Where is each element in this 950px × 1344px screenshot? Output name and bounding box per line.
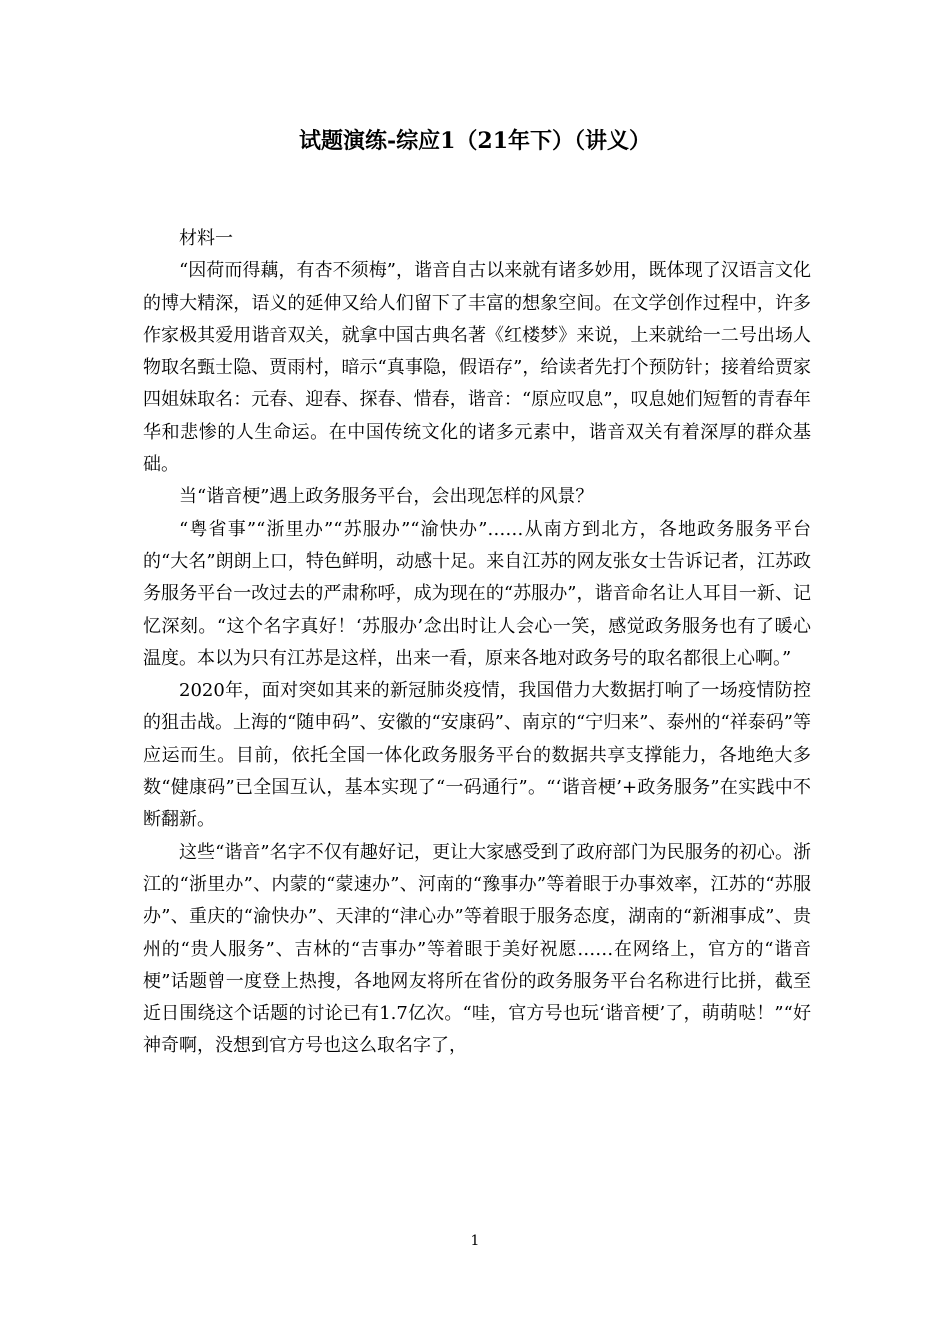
section-heading: 材料一 xyxy=(179,228,233,249)
paragraph: 当“谐音梗”遇上政务服务平台，会出现怎样的风景？ xyxy=(179,486,594,508)
paragraph: 2020年，面对突如其来的新冠肺炎疫情，我国借力大数据打响了一场疫情防控的狙击战。上海的“随申码”、安徽的“安康码”、南京的“宁归来”、泰州的“祥泰码”等应运而生。目前，依托全国一体化政务服务平台的数据共享支撑能力，各地绝大多数“健康码”已全国互认，基本实现了“一码通行”。“‘谐音梗’+政务服务”在实践中不断翻新。 xyxy=(143,680,811,831)
paragraph: 这些“谐音”名字不仅有趣好记，更让大家感受到了政府部门为民服务的初心。浙江的“浙里办”、内蒙的“蒙速办”、河南的“豫事办”等着眼于办事效率，江苏的“苏服办”、重庆的“渝快办”、天津的“津心办”等着眼于服务态度，湖南的“新湘事成”、贵州的“贵人服务”、吉林的“吉事办”等着眼于美好祝愿……在网络上，官方的“谐音梗”话题曾一度登上热搜，各地网友将所在省份的政务服务平台名称进行比拼，截至近日围绕这个话题的讨论已有1.7亿次。“哇，官方号也玩‘谐音梗’了，萌萌哒！”“好神奇啊，没想到官方号也这么取名字了， xyxy=(143,841,811,1057)
document-title: 试题演练-综应1（21年下）（讲义） xyxy=(298,128,652,154)
paragraph: “粤省事”“浙里办”“苏服办”“渝快办”……从南方到北方，各地政务服务平台的“大名”朗朗上口，特色鲜明，动感十足。来自江苏的网友张女士告诉记者，江苏政务服务平台一改过去的严肃称呼，成为现在的“苏服办”，谐音命名让人耳目一新、记忆深刻。“这个名字真好！‘苏服办’念出时让人会心一笑，感觉政务服务也有了暖心温度。本以为只有江苏是这样，出来一看，原来各地对政务号的取名都很上心啊。” xyxy=(143,518,811,669)
paragraph: “因荷而得藕，有杏不须梅”，谐音自古以来就有诸多妙用，既体现了汉语言文化的博大精深，语义的延伸又给人们留下了丰富的想象空间。在文学创作过程中，许多作家极其爱用谐音双关，就拿中国古典名著《红楼梦》来说，上来就给一二号出场人物取名甄士隐、贾雨村，暗示“真事隐，假语存”，给读者先打个预防针；接着给贾家四姐妹取名：元春、迎春、探春、惜春，谐音：“原应叹息”，叹息她们短暂的青春年华和悲惨的人生命运。在中国传统文化的诸多元素中，谐音双关有着深厚的群众基础。 xyxy=(143,260,811,476)
document-body xyxy=(143,223,811,1063)
page-number: 1 xyxy=(470,1233,480,1249)
